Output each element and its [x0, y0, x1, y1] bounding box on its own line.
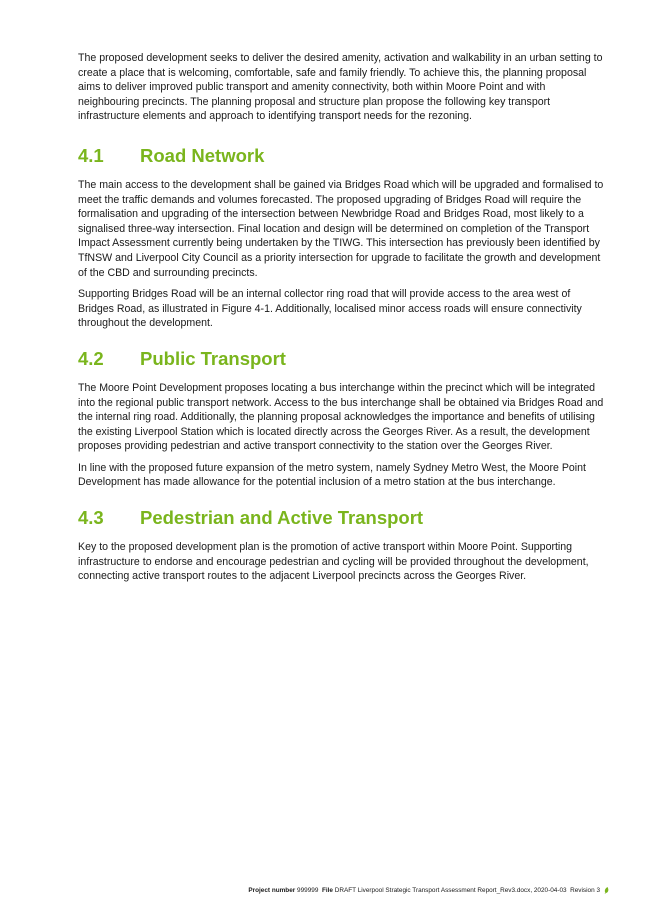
paragraph: The main access to the development shall be gained via Bridges Road which will be upgraded and formalised to meet the traffic demands and volumes forecasted. The proposed upgrading of Bridges Road will require the formalisation and upgrading of the intersection between Newbridge Road and Bridges Road, most likely to a signalised three-way intersection. Final location and design will be determined on completion of the Transport Impact Assessment currently being undertaken by the TIWG. This intersection has previously been identified by TfNSW and Liverpool City Council as a priority intersection for upgrade to facilitate the growth and development of the CBD and surrounding precincts. — [78, 178, 604, 279]
section-number: 4.3 — [78, 507, 104, 529]
footer-project-value: 999999 — [297, 887, 319, 894]
section-number: 4.1 — [78, 144, 104, 166]
intro-paragraph: The proposed development seeks to deliver the desired amenity, activation and walkability in an urban setting to create a place that is welcoming, comfortable, safe and family friendly. To achieve this, the planning proposal aims to deliver improved public transport and amenity connectivity, both within Moore Point and with neighbouring precincts. The planning proposal and structure plan propose the following key transport infrastructure elements and approach to identifying transport needs for the rezoning. — [78, 52, 603, 123]
section-title: Pedestrian and Active Transport — [140, 507, 424, 529]
paragraph: Key to the proposed development plan is the promotion of active transport within Moore Point. Supporting infrastructure to endorse and encourage pedestrian and cycling will be provided throughout the development, connecting active transport routes to the adjacent Liverpool precincts across the Georges River. — [78, 541, 589, 583]
section-heading-road-network — [78, 145, 608, 167]
section-heading-pedestrian-active-transport — [78, 507, 608, 529]
footer-file-label: File — [321, 887, 333, 894]
footer-file-value: DRAFT Liverpool Strategic Transport Assessment Report_Rev3.docx, 2020-04-03 — [334, 887, 567, 894]
footer-project-label: Project number — [248, 887, 296, 894]
document-page — [78, 51, 608, 584]
section-title: Road Network — [140, 144, 265, 166]
paragraph: The Moore Point Development proposes locating a bus interchange within the precinct which will be integrated into the regional public transport network. Access to the bus interchange shall be obtained via Bridges Road and the internal ring road. Additionally, the planning proposal acknowledges the importance and benefits of utilising the existing Liverpool Station which is located directly across the Georges River. As a result, the development proposes providing pedestrian and active transport connectivity to the station over the Georges River. — [78, 381, 604, 453]
section-heading-public-transport — [78, 348, 608, 370]
leaf-icon — [604, 887, 609, 894]
page-footer — [248, 886, 609, 895]
section-title: Public Transport — [140, 347, 286, 369]
section-number: 4.2 — [78, 347, 104, 369]
paragraph: Supporting Bridges Road will be an internal collector ring road that will provide access to the area west of Bridges Road, as illustrated in Figure 4-1. Additionally, localised minor access roads will ensure connectivity throughout the development. — [78, 288, 582, 330]
paragraph: In line with the proposed future expansion of the metro system, namely Sydney Metro West, the Moore Point Development has made allowance for the potential inclusion of a metro station at the bus interchange. — [78, 461, 586, 489]
footer-revision-value: 3 — [596, 887, 600, 894]
footer-revision-label: Revision — [570, 887, 595, 894]
